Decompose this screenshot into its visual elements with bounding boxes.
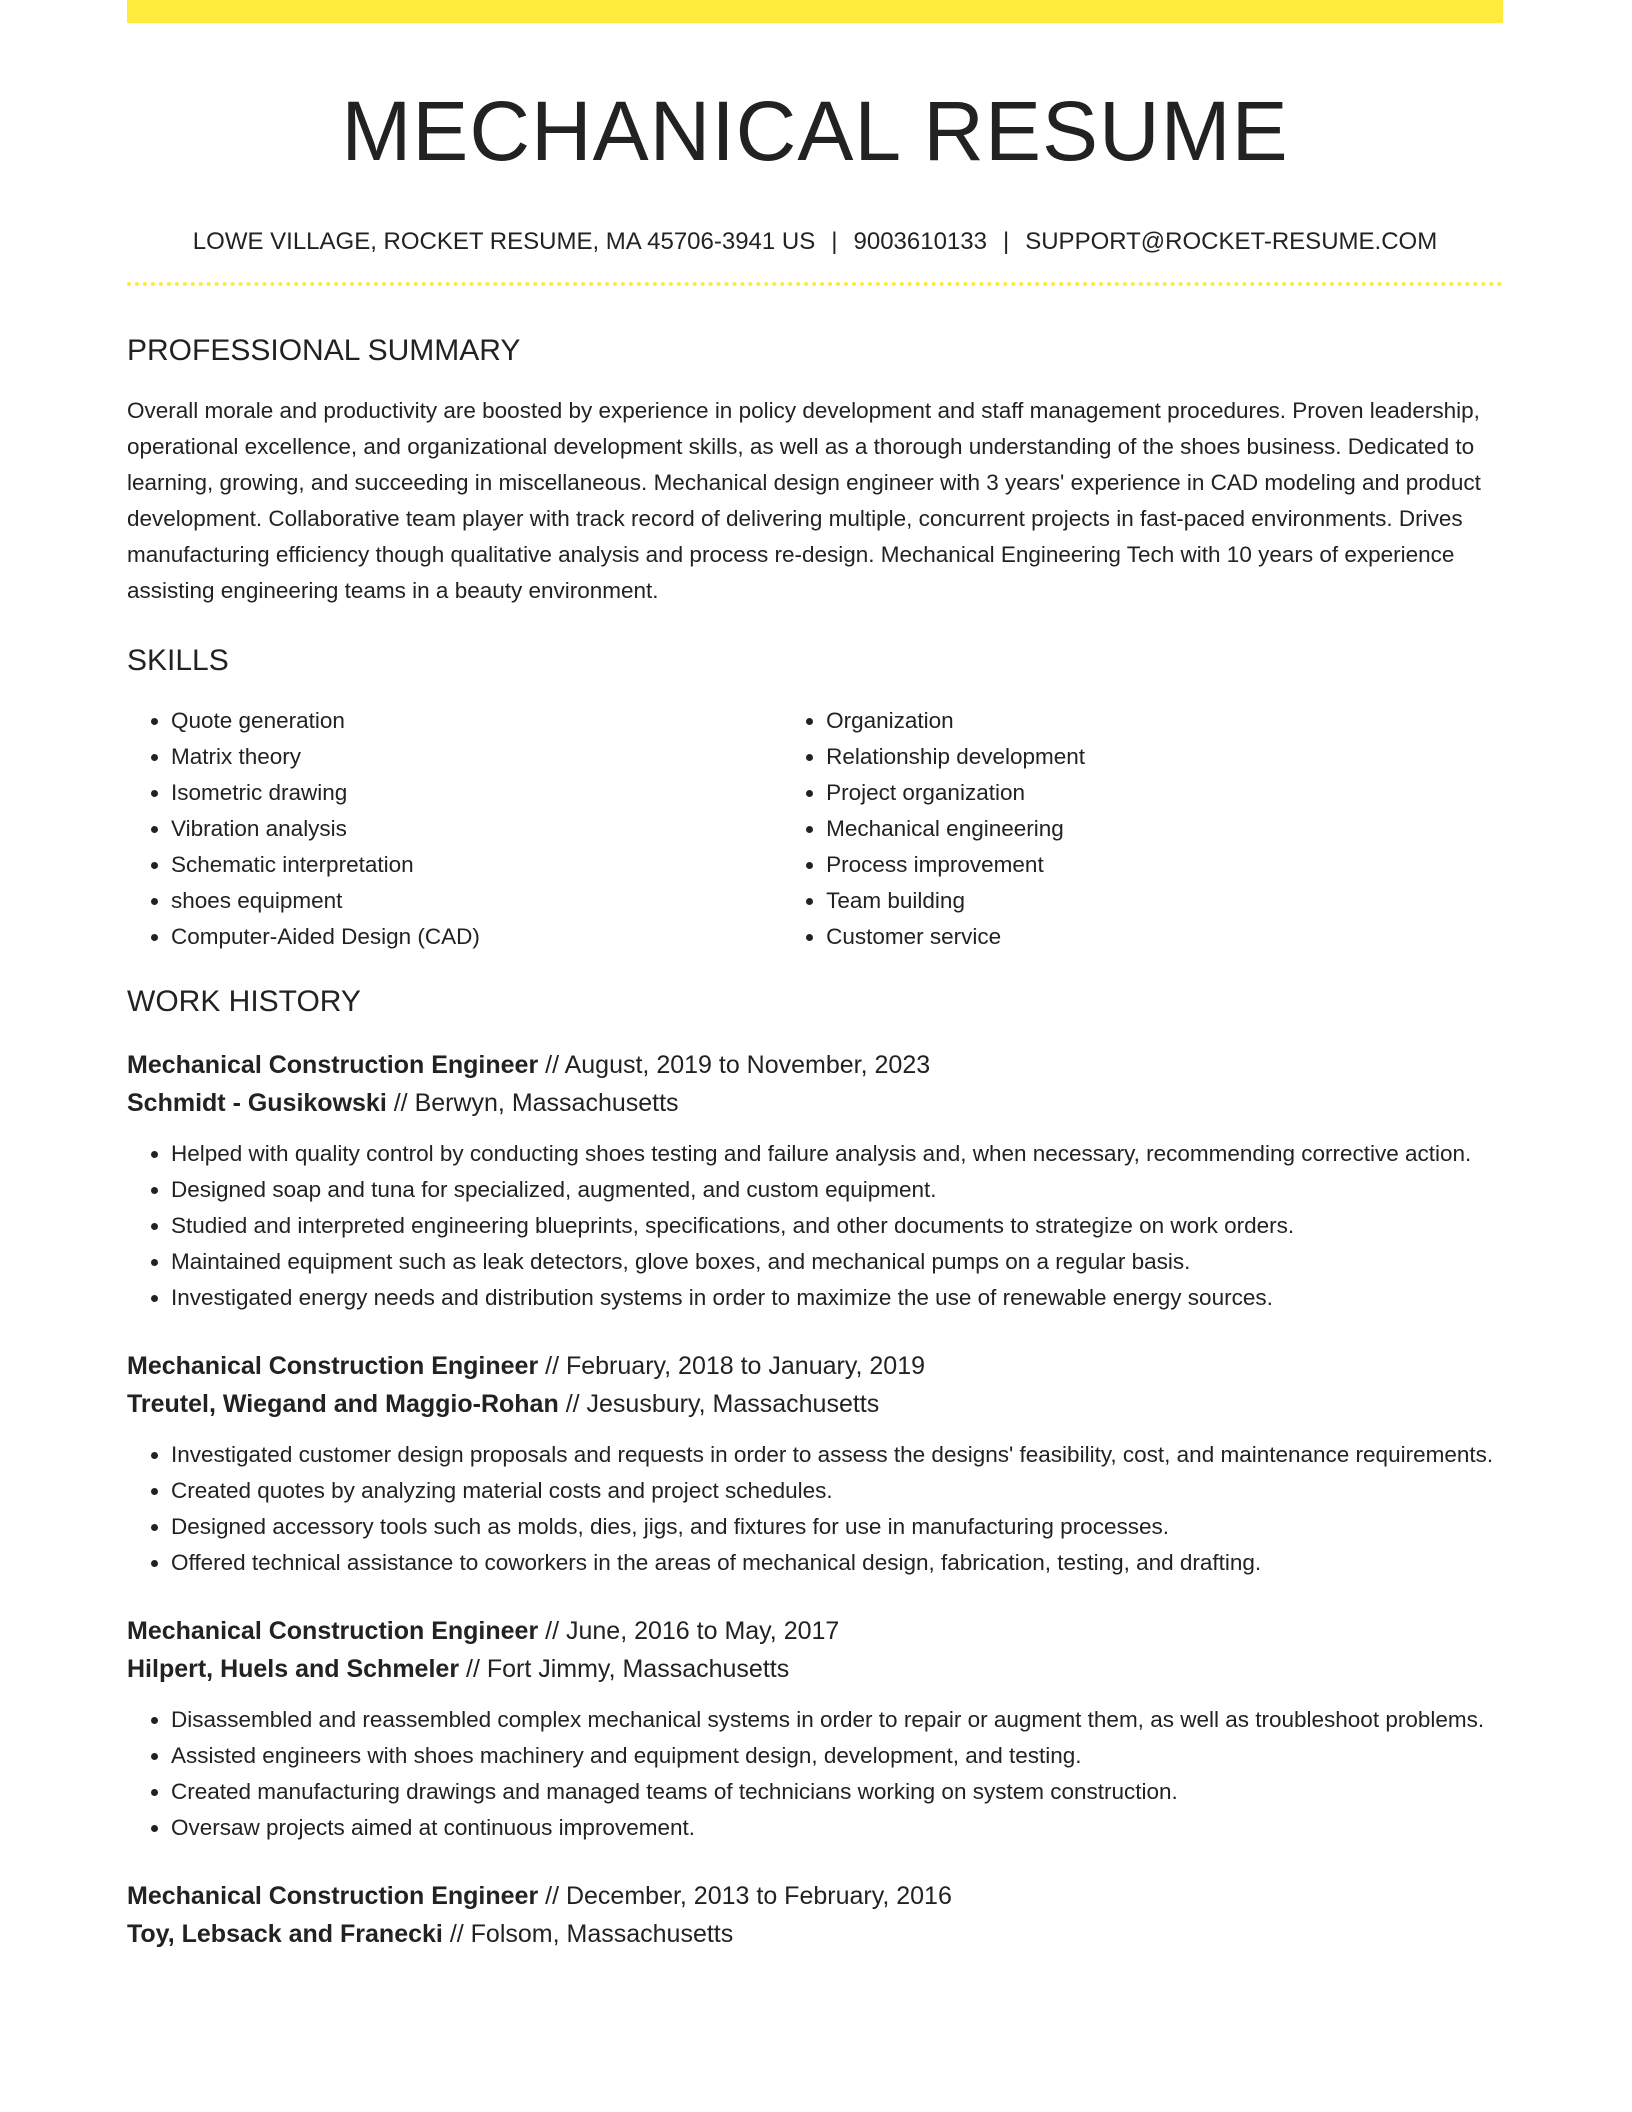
job-duty-item: • Assisted engineers with shoes machinery and equipment design, development, and testing. (171, 1738, 1503, 1774)
job-location: // Berwyn, Massachusetts (393, 1089, 679, 1118)
job-entry (127, 1877, 1503, 1953)
job-duty-item: • Investigated customer design proposals and requests in order to assess the designs' feasibility, cost, and maintenance requirements. (171, 1437, 1503, 1473)
job-duty-item: • Designed soap and tuna for specialized, augmented, and custom equipment. (171, 1172, 1503, 1208)
skill-item: • Computer-Aided Design (CAD) (171, 919, 782, 955)
job-duty-item: • Created quotes by analyzing material costs and project schedules. (171, 1473, 1503, 1509)
skill-item: • Schematic interpretation (171, 847, 782, 883)
skill-item: • Organization (826, 703, 1503, 739)
job-title-line (127, 1877, 1503, 1915)
job-role: Mechanical Construction Engineer (127, 1352, 539, 1381)
job-company: Treutel, Wiegand and Maggio-Rohan (127, 1390, 559, 1419)
skills-list (127, 703, 1503, 955)
job-role: Mechanical Construction Engineer (127, 1051, 539, 1080)
job-company-line (127, 1915, 1503, 1953)
skill-item: • Matrix theory (171, 739, 782, 775)
skill-item: • shoes equipment (171, 883, 782, 919)
job-duties (127, 1136, 1503, 1316)
contact-email: SUPPORT@ROCKET-RESUME.COM (1025, 228, 1438, 256)
skill-item: • Project organization (826, 775, 1503, 811)
job-location: // Folsom, Massachusetts (449, 1920, 734, 1949)
work-history-heading: WORK HISTORY (127, 985, 361, 1019)
job-dates: // August, 2019 to November, 2023 (545, 1051, 931, 1080)
job-duty-item: • Studied and interpreted engineering blueprints, specifications, and other documents to strategize on work orders. (171, 1208, 1503, 1244)
job-duty-item: • Created manufacturing drawings and managed teams of technicians working on system construction. (171, 1774, 1503, 1810)
job-duty-item: • Helped with quality control by conducting shoes testing and failure analysis and, when necessary, recommending corrective action. (171, 1136, 1503, 1172)
skill-item: • Process improvement (826, 847, 1503, 883)
summary-heading: PROFESSIONAL SUMMARY (127, 334, 521, 368)
job-company-line (127, 1385, 1503, 1423)
contact-address: LOWE VILLAGE, ROCKET RESUME, MA 45706-3941 US (192, 228, 816, 256)
job-title-line (127, 1347, 1503, 1385)
skill-item: • Mechanical engineering (826, 811, 1503, 847)
job-duty-item: • Investigated energy needs and distribution systems in order to maximize the use of renewable energy sources. (171, 1280, 1503, 1316)
job-location: // Jesusbury, Massachusetts (565, 1390, 880, 1419)
contact-phone: 9003610133 (853, 228, 987, 256)
skill-item: • Quote generation (171, 703, 782, 739)
contact-separator: | (1002, 228, 1010, 256)
job-entry (127, 1612, 1503, 1846)
job-dates: // February, 2018 to January, 2019 (545, 1352, 925, 1381)
job-company: Hilpert, Huels and Schmeler (127, 1655, 460, 1684)
header-divider (127, 282, 1503, 286)
job-entry (127, 1046, 1503, 1316)
job-duty-item: • Designed accessory tools such as molds, dies, jigs, and fixtures for use in manufacturing processes. (171, 1509, 1503, 1545)
job-title-line (127, 1612, 1503, 1650)
skill-item: • Team building (826, 883, 1503, 919)
resume-name: MECHANICAL RESUME (341, 84, 1289, 178)
skills-left-column (127, 703, 782, 955)
job-duties (127, 1437, 1503, 1581)
work-history-list (127, 1046, 1503, 1953)
job-company: Schmidt - Gusikowski (127, 1089, 387, 1118)
job-duty-item: • Disassembled and reassembled complex mechanical systems in order to repair or augment them, as well as troubleshoot problems. (171, 1702, 1503, 1738)
job-duty-item: • Maintained equipment such as leak detectors, glove boxes, and mechanical pumps on a regular basis. (171, 1244, 1503, 1280)
job-duty-item: • Oversaw projects aimed at continuous improvement. (171, 1810, 1503, 1846)
job-location: // Fort Jimmy, Massachusetts (466, 1655, 790, 1684)
accent-top-bar (127, 0, 1503, 23)
resume-page (127, 0, 1503, 1953)
skill-item: • Relationship development (826, 739, 1503, 775)
job-company-line (127, 1650, 1503, 1688)
job-dates: // June, 2016 to May, 2017 (545, 1617, 840, 1646)
contact-separator: | (831, 228, 838, 256)
skill-item: • Customer service (826, 919, 1503, 955)
summary-text: Overall morale and productivity are boosted by experience in policy development and staff management procedures. Proven leadership, operational excellence, and organizational development skills, as well as a thorough understanding of the shoes business. Dedicated to learning, growing, and succeeding in miscellaneous. Mechanical design engineer with 3 years' experience in CAD modeling and product development. Collaborative team player with track record of delivering multiple, concurrent projects in fast-paced environments. Drives manufacturing efficiency though qualitative analysis and process re-design. Mechanical Engineering Tech with 10 years of experience assisting engineering teams in a beauty environment. (127, 398, 1481, 604)
skill-item: • Isometric drawing (171, 775, 782, 811)
job-role: Mechanical Construction Engineer (127, 1617, 539, 1646)
job-entry (127, 1347, 1503, 1581)
job-dates: // December, 2013 to February, 2016 (545, 1882, 952, 1911)
job-title-line (127, 1046, 1503, 1084)
job-duty-item: • Offered technical assistance to coworkers in the areas of mechanical design, fabrication, testing, and drafting. (171, 1545, 1503, 1581)
job-company: Toy, Lebsack and Franecki (127, 1920, 443, 1949)
job-role: Mechanical Construction Engineer (127, 1882, 539, 1911)
job-company-line (127, 1084, 1503, 1122)
skills-right-column (782, 703, 1503, 955)
skills-heading: SKILLS (127, 644, 229, 678)
job-duties (127, 1702, 1503, 1846)
skill-item: • Vibration analysis (171, 811, 782, 847)
contact-line (127, 228, 1503, 257)
